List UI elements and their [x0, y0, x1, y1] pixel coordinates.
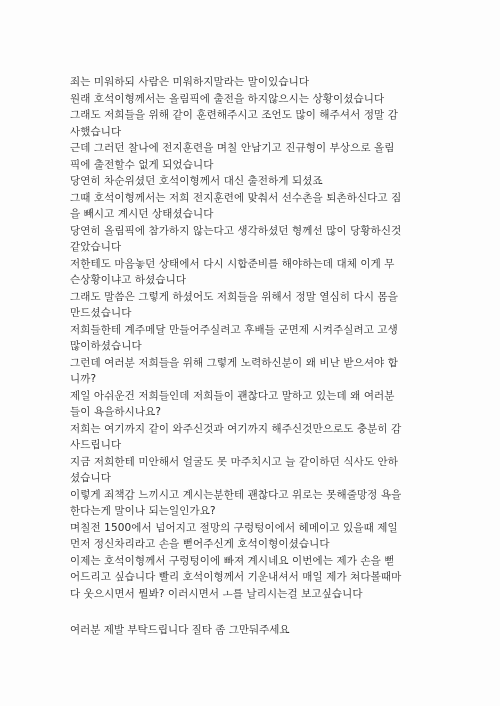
text-line: 저희들한테 계주메달 만들어주실려고 후배들 군면제 시켜주실려고 고생 [70, 323, 398, 336]
closing-line: 여러분 제발 부탁드립니다 질타 좀 그만둬주세요 [70, 624, 290, 636]
text-line: 그런데 여러분 저희들을 위해 그렇게 노력하신분이 왜 비난 받으셔야 합 [70, 356, 398, 369]
text-line: 슨상황이냐고 하셨습니다 [70, 274, 187, 286]
text-line: 사드립니다 [70, 439, 122, 451]
text-line: 이렇게 죄책감 느끼시고 계시는분한테 괜찮다고 위로는 못해줄망정 욕을 [70, 488, 402, 501]
text-line: 같았습니다 [70, 241, 122, 253]
text-line: 셨습니다 [70, 472, 111, 484]
text-line: 니까? [70, 373, 97, 385]
text-line: 저희는 여기까지 같이 와주신것과 여기까지 해주신것만으로도 충분히 감 [70, 422, 402, 435]
text-line: 제일 아쉬운건 저희들인데 저희들이 괜찮다고 말하고 있는데 왜 여러분 [70, 389, 395, 402]
text-line: 들이 욕을하시나요? [70, 406, 162, 418]
text-line: 그래도 말씀은 그렇게 하셨어도 저희들을 위해서 정말 열심히 다시 몸을 [70, 290, 398, 303]
text-line: 만드셨습니다 [70, 307, 132, 319]
text-line: 저한테도 마음놓던 상태에서 다시 시합준비를 해야하는데 대체 이게 무 [70, 257, 395, 270]
text-line: 그래도 저희들을 위해 같이 훈련해주시고 조언도 많이 해주셔서 정말 감 [70, 109, 398, 121]
text-line: 그때 호석이형께서는 저희 전지훈련에 맞춰서 선수촌을 퇴촌하신다고 짐 [70, 191, 402, 204]
text-line: 어드리고 싶습니다 빨리 호석이형께서 기운내셔서 매일 제가 쳐다볼때마 [70, 571, 402, 583]
text-line: 많이하셨습니다 [70, 340, 142, 352]
text-line: 근데 그러던 찰나에 전지훈련을 며칠 안남기고 진규형이 부상으로 올림 [70, 142, 395, 154]
text-line: 죄는 미워하되 사람은 미워하지말라는 말이있습니다 [70, 76, 310, 88]
text-line: 을 빼시고 계시던 상태셨습니다 [70, 208, 214, 220]
text-line: 당연히 차순위셨던 호석이형께서 대신 출전하게 되셨죠 [70, 175, 323, 187]
text-line: 이제는 호석이형께서 구렁텅이에 빠져 계시네요 이번에는 제가 손을 뻗 [70, 554, 395, 567]
text-line: 당연히 올림픽에 참가하지 않는다고 생각하셨던 형께선 많이 당황하신것 [70, 224, 402, 237]
text-line: 사했습니다 [70, 125, 122, 138]
text-line: 먼저 정신차리라고 손을 뻗어주신게 호석이형이셨습니다 [70, 538, 330, 550]
text-line: 며칠전 1500에서 넘어지고 절망의 구렁텅이에서 헤메이고 있을때 제일 [70, 521, 398, 534]
text-line: 픽에 출전할수 없게 되었습니다 [70, 158, 214, 171]
text-line: 지금 저희한테 미안해서 얼굴도 못 마주치시고 늘 같이하던 식사도 안하 [70, 455, 398, 468]
text-line: 한다는게 말이나 되는일인가요? [70, 505, 216, 517]
text-line: 원래 호석이형께서는 올림픽에 출전을 하지않으시는 상황이셨습니다 [70, 92, 385, 105]
text-line: 다 웃으시면서 뭘봐? 이러시면서 ㅗ를 날리시는걸 보고싶습니다 [70, 587, 363, 600]
letter-body [70, 74, 442, 602]
